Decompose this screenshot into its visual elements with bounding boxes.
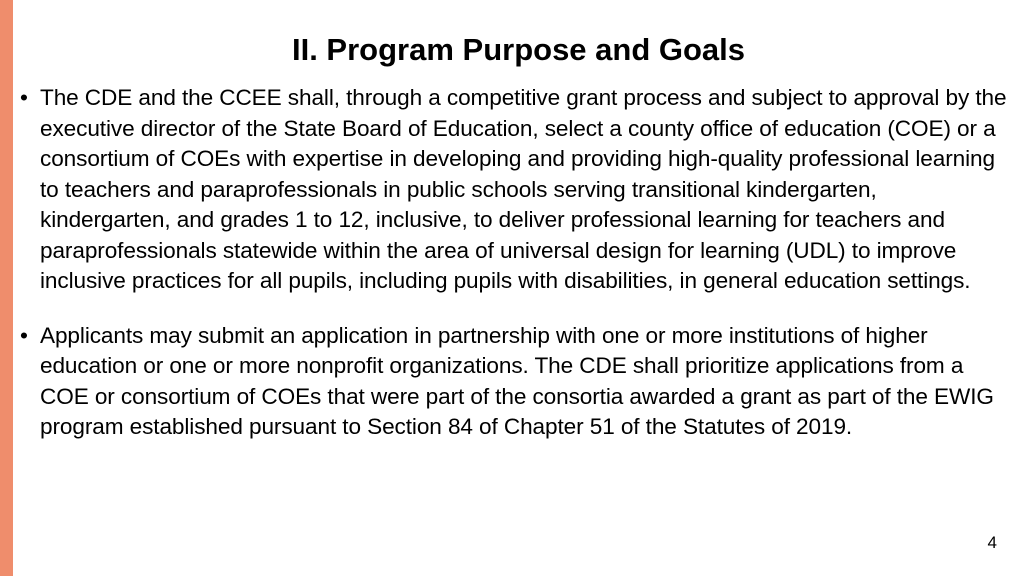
accent-bar xyxy=(0,0,13,576)
slide-title: II. Program Purpose and Goals xyxy=(291,32,746,67)
bullet-text: The CDE and the CCEE shall, through a competitive grant process and subject to approval by the executive director of the State Board of Education, select a county office of education (COE) or a consortium of COEs with expertise in developing and providing high-quality professional learning to teachers and paraprofessionals in public schools serving transitional kindergarten, kindergarten, and grades 1 to 12, inclusive, to deliver professional learning for teachers and paraprofessionals statewide within the area of universal design for learning (UDL) to improve inclusive practices for all pupils, including pupils with disabilities, in general education settings. xyxy=(40,85,1007,293)
bullet-icon: • xyxy=(20,85,28,110)
page-number: 4 xyxy=(987,533,997,552)
bullet-item xyxy=(20,321,1010,443)
bullet-icon: • xyxy=(20,322,28,348)
bullet-list xyxy=(20,83,1010,443)
bullet-text: Applicants may submit an application in partnership with one or more institutions of higher education or one or more nonprofit organizations. The CDE shall prioritize applications from a COE or consortium of COEs that were part of the consortia awarded a grant as part of the EWIG program established pursuant to Section 84 of Chapter 51 of the Statutes of 2019. xyxy=(40,322,994,439)
bullet-item xyxy=(20,83,1010,297)
